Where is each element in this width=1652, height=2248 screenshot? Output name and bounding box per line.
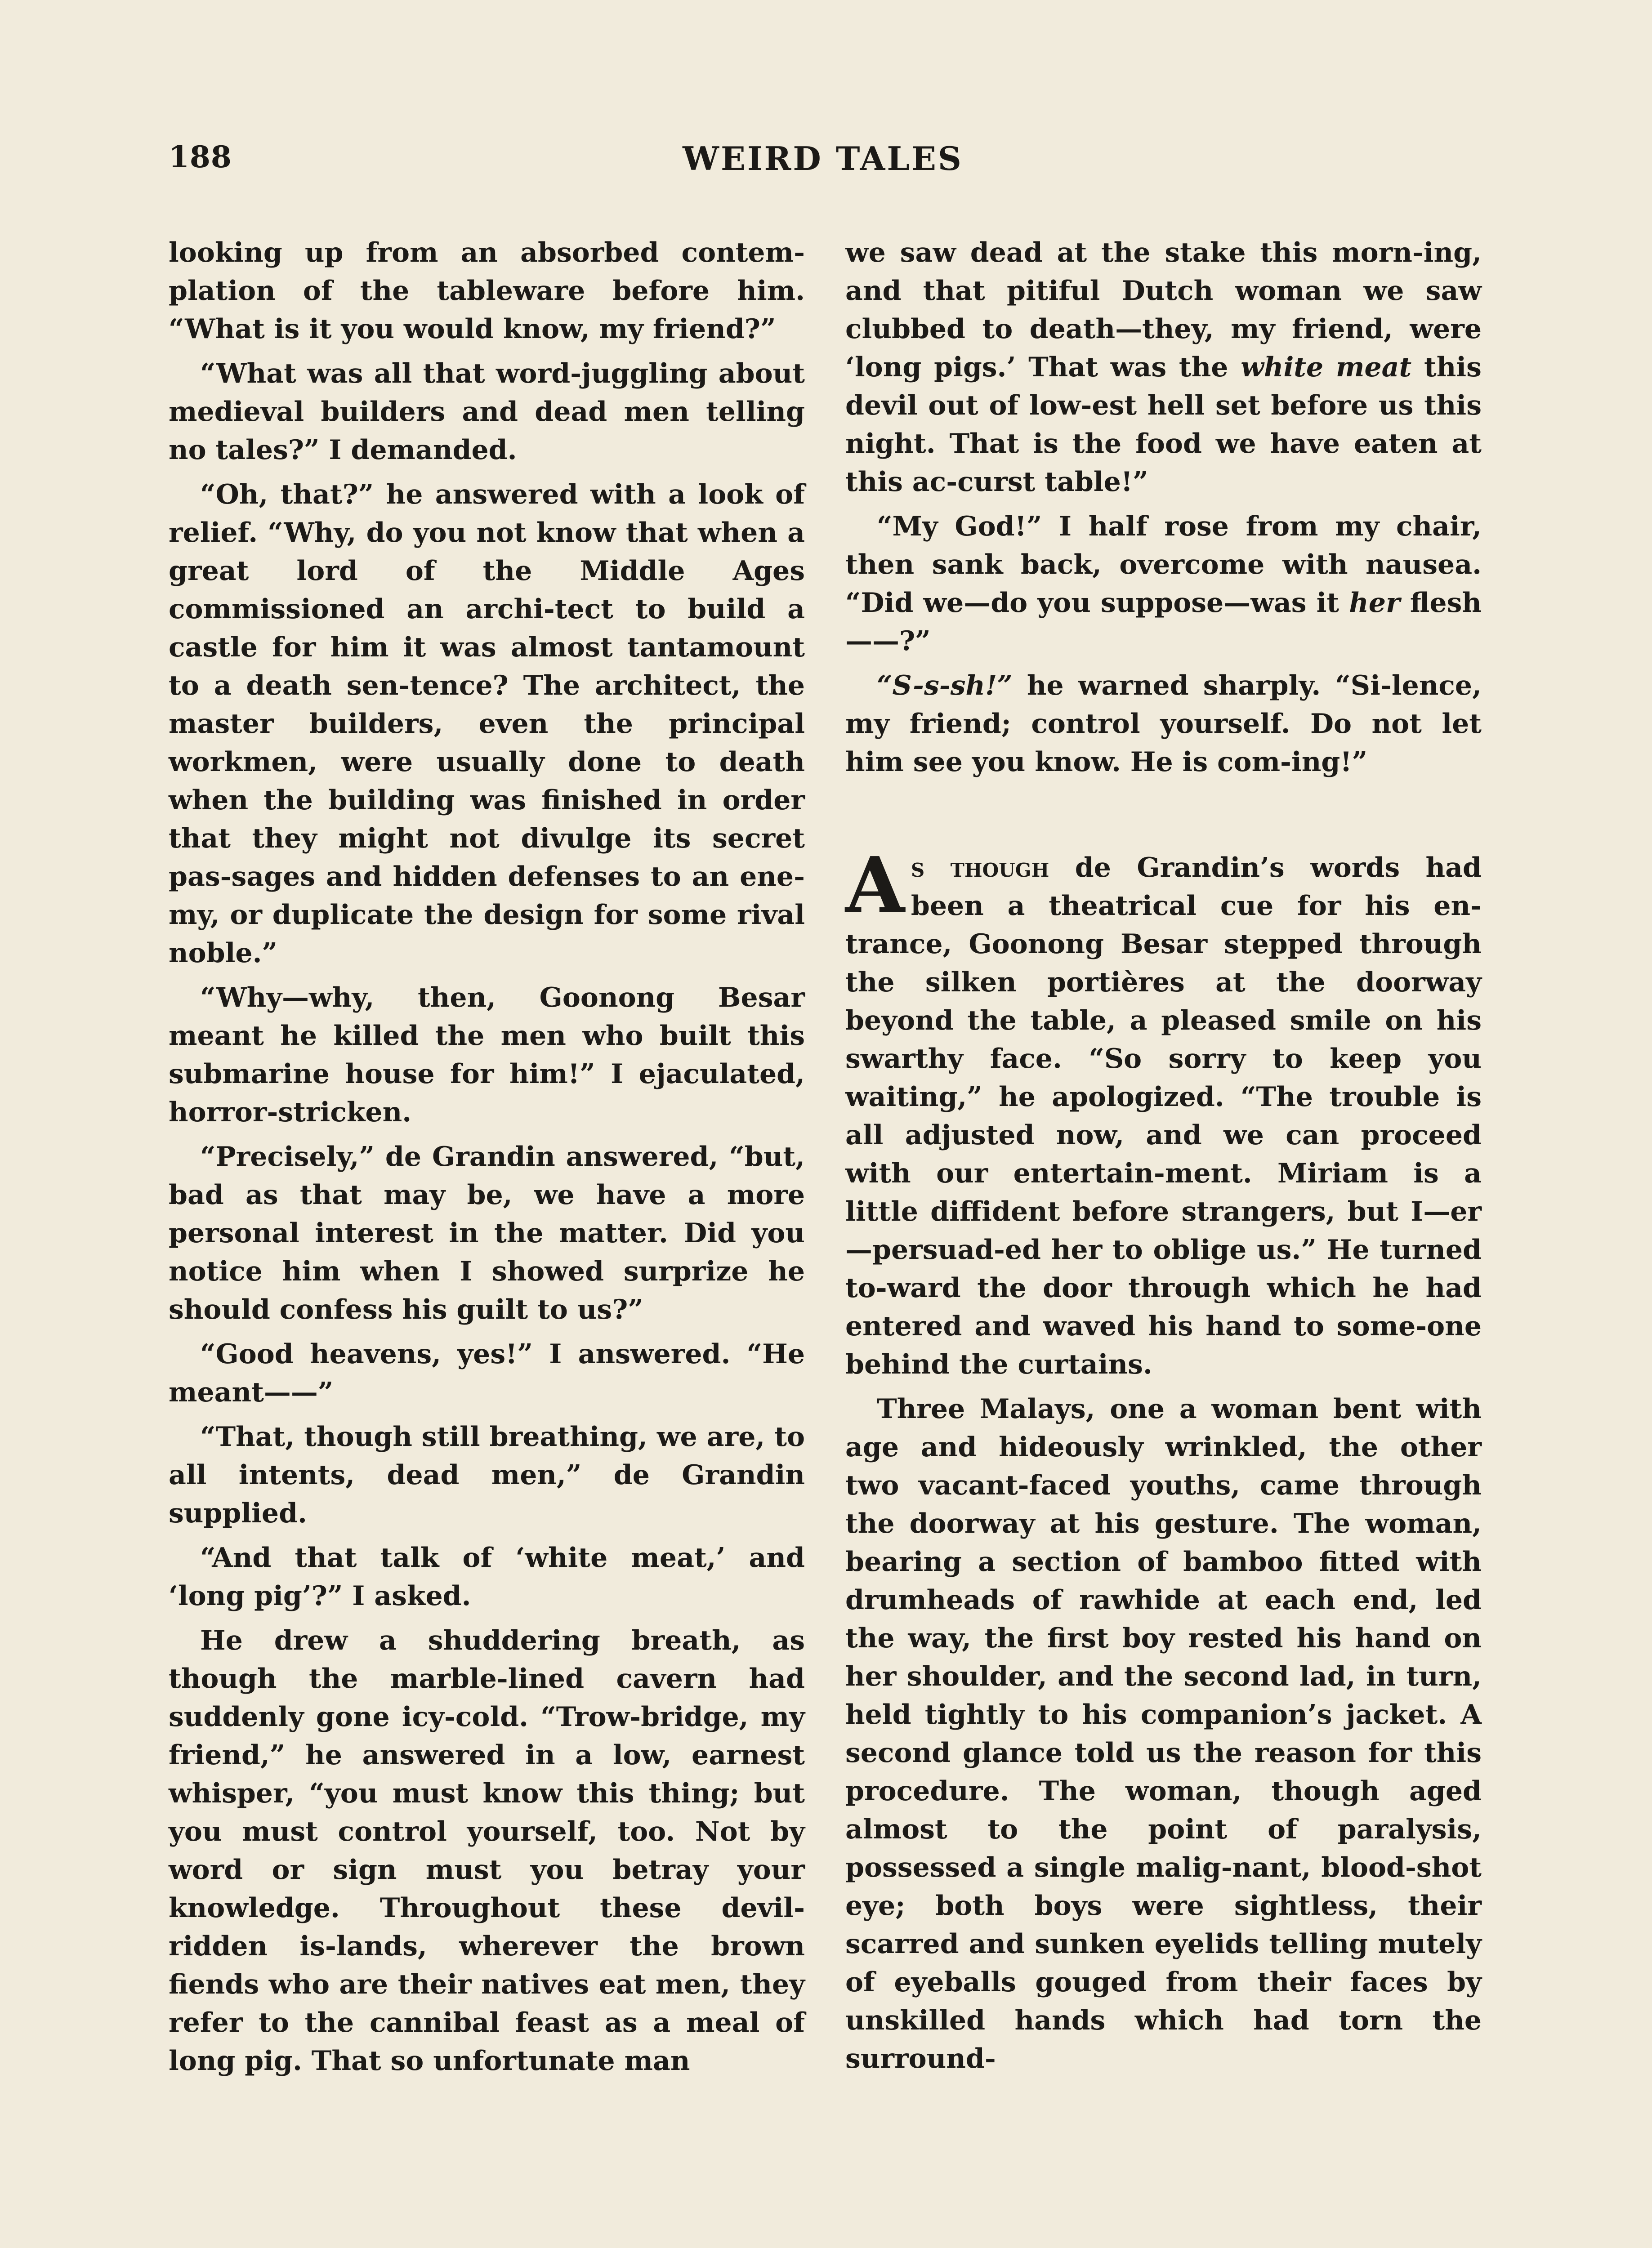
small-caps-lead: s though — [911, 852, 1049, 883]
running-head: WEIRD TALES — [683, 139, 963, 178]
text-run: “My God!” I half rose from my chair, then sank back, overcome with nausea. “Did we—do you suppose—was it — [845, 511, 1482, 619]
paragraph — [845, 234, 1482, 501]
drop-cap: A — [845, 840, 905, 930]
paragraph: “Precisely,” de Grandin answered, “but, bad as that may be, we have a more personal interest in the matter. Did you notice him when I showed surprize he should confess his guilt to us?” — [169, 1141, 805, 1325]
paragraph — [845, 508, 1482, 660]
paragraph — [845, 667, 1482, 781]
paragraph: Three Malays, one a woman bent with age and hideously wrinkled, the other two vacant-faced youths, came through the doorway at his gesture. The woman, bearing a section of bamboo fitted with drumheads of rawhide at each end, led the way, the first boy rested his hand on her shoulder, and the second lad, in turn, held tightly to his companion’s jacket. A second glance told us the reason for this procedure. The woman, though aged almost to the point of paralysis, possessed a single malig-nant, blood-shot eye; both boys were sightless, their scarred and sunken eyelids telling mutely of eyeballs gouged from their faces by unskilled hands which had torn the surround- — [845, 1393, 1482, 2074]
paragraph: “Why—why, then, Goonong Besar meant he killed the men who built this submarine house for him!” I ejaculated, horror-stricken. — [169, 982, 805, 1128]
page-number: 188 — [169, 139, 232, 174]
text-run: de Grandin’s words had been a theatrical cue for his en-trance, Goonong Besar stepped through the silken portières at the doorway beyond the table, a pleased smile on his swarthy face. “So sorry to keep you waiting,” he apologized. “The trouble is all adjusted now, and we can proceed with our entertain-ment. Miriam is a little diffident before strangers, but I—er—persuad-ed her to oblige us.” He turned to-ward the door through which he had entered and waved his hand to some-one behind the curtains. — [845, 852, 1482, 1380]
left-column — [169, 234, 805, 2087]
text-run: he warned sharply. “Si-lence, my friend; control yourself. Do not let him see you know. He is com-ing!” — [845, 670, 1482, 778]
paragraph: “What was all that word-juggling about medieval builders and dead men telling no tales?” I demanded. — [169, 358, 805, 466]
emphasis-text: her — [1349, 587, 1400, 619]
text-run: this devil out of low-est hell set before us this night. That is the food we have eaten at this ac-curst table!” — [845, 352, 1482, 498]
paragraph: He drew a shuddering breath, as though the marble-lined cavern had suddenly gone icy-cold. “Trow-bridge, my friend,” he answered in a low, earnest whisper, “you must know this thing; but you must control yourself, too. Not by word or sign must you betray your knowledge. Throughout these devil-ridden is-lands, wherever the brown fiends who are their natives eat men, they refer to the cannibal feast as a meal of long pig. That so unfortunate man — [169, 1625, 805, 2077]
emphasis-text: white meat — [1241, 352, 1412, 383]
text-run: flesh——?” — [845, 587, 1482, 657]
paragraph: “Oh, that?” he answered with a look of relief. “Why, do you not know that when a great lord of the Middle Ages commissioned an archi-tect to build a castle for him it was almost tantamount to a death sen-tence? The architect, the master builders, even the principal workmen, were usually done to death when the building was finished in order that they might not divulge its secret pas-sages and hidden defenses to an ene-my, or duplicate the design for some rival noble.” — [169, 479, 805, 969]
emphasis-text: “S-s-sh!” — [877, 670, 1013, 701]
right-column — [845, 234, 1482, 2084]
paragraph: “That, though still breathing, we are, to all intents, dead men,” de Grandin supplied. — [169, 1421, 805, 1529]
paragraph: “Good heavens, yes!” I answered. “He meant——” — [169, 1338, 805, 1408]
paragraph: looking up from an absorbed contem-plation of the tableware before him. “What is it you would know, my friend?” — [169, 237, 805, 345]
section-opening-paragraph — [845, 840, 1482, 1384]
paragraph: “And that talk of ‘white meat,’ and ‘long pig’?” I asked. — [169, 1542, 805, 1612]
page-header — [169, 139, 1477, 189]
text-run: we saw dead at the stake this morn-ing, and that pitiful Dutch woman we saw clubbed to death—they, my friend, were ‘long pigs.’ That was the — [845, 237, 1482, 383]
